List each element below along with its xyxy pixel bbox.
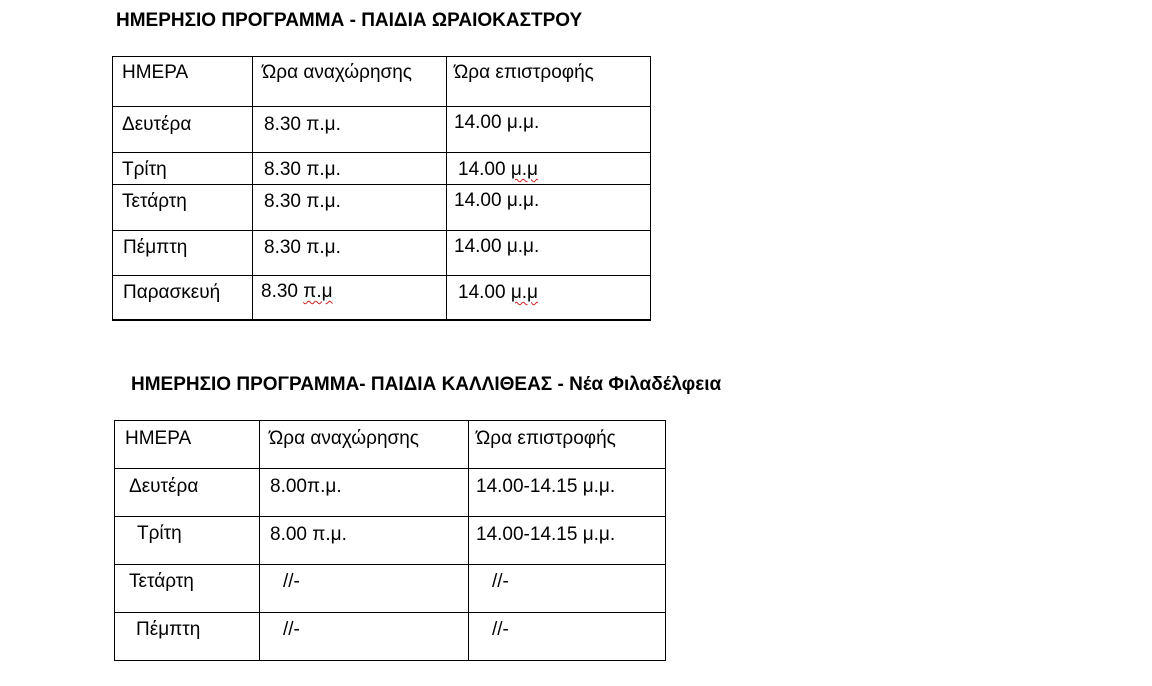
day-cell[interactable]: Τετάρτη [113, 185, 253, 231]
departure-cell[interactable]: 8.00π.μ. [260, 469, 469, 517]
return-cell[interactable]: 14.00-14.15 μ.μ. [469, 517, 666, 565]
table-row [113, 107, 651, 153]
departure-cell[interactable]: 8.00 π.μ. [260, 517, 469, 565]
day-cell[interactable]: Τρίτη [115, 517, 260, 565]
table-row [115, 565, 666, 613]
day-cell[interactable]: Πέμπτη [115, 613, 260, 661]
schedule-title-oraiokastro: ΗΜΕΡΗΣΙΟ ΠΡΟΓΡΑΜΜΑ - ΠΑΙΔΙΑ ΩΡΑΙΟΚΑΣΤΡΟΥ [116, 10, 583, 31]
return-cell[interactable]: 14.00 μ.μ [447, 276, 651, 321]
table-row [113, 231, 651, 276]
departure-cell[interactable]: //- [260, 613, 469, 661]
day-cell[interactable]: Δευτέρα [115, 469, 260, 517]
header-cell-day[interactable]: ΗΜΕΡΑ [115, 421, 260, 469]
return-cell[interactable]: 14.00-14.15 μ.μ. [469, 469, 666, 517]
departure-cell[interactable]: 8.30 π.μ. [253, 107, 447, 153]
return-cell[interactable]: //- [469, 613, 666, 661]
header-cell-departure[interactable]: Ώρα αναχώρησης [253, 57, 447, 107]
table-row [113, 153, 651, 185]
day-cell[interactable]: Παρασκευή [113, 276, 253, 321]
return-cell[interactable]: //- [469, 565, 666, 613]
header-cell-departure[interactable]: Ώρα αναχώρησης [260, 421, 469, 469]
day-cell[interactable]: Τετάρτη [115, 565, 260, 613]
table-row [115, 613, 666, 661]
table-row [113, 185, 651, 231]
departure-cell[interactable]: //- [260, 565, 469, 613]
schedule-table-kallithea [114, 420, 666, 661]
table-row [115, 517, 666, 565]
return-cell[interactable]: 14.00 μ.μ. [447, 185, 651, 231]
return-cell[interactable]: 14.00 μ.μ. [447, 107, 651, 153]
return-cell[interactable]: 14.00 μ.μ [447, 153, 651, 185]
header-cell-return[interactable]: Ώρα επιστροφής [447, 57, 651, 107]
departure-cell[interactable]: 8.30 π.μ. [253, 231, 447, 276]
schedule-table-oraiokastro [112, 56, 651, 321]
departure-cell[interactable]: 8.30 π.μ [253, 276, 447, 321]
table-header-row [115, 421, 666, 469]
departure-cell[interactable]: 8.30 π.μ. [253, 185, 447, 231]
day-cell[interactable]: Τρίτη [113, 153, 253, 185]
table-header-row [113, 57, 651, 107]
departure-cell[interactable]: 8.30 π.μ. [253, 153, 447, 185]
day-cell[interactable]: Δευτέρα [113, 107, 253, 153]
header-cell-day[interactable]: ΗΜΕΡΑ [113, 57, 253, 107]
day-cell[interactable]: Πέμπτη [113, 231, 253, 276]
table-row [113, 276, 651, 321]
table-row [115, 469, 666, 517]
header-cell-return[interactable]: Ώρα επιστροφής [469, 421, 666, 469]
return-cell[interactable]: 14.00 μ.μ. [447, 231, 651, 276]
schedule-title-kallithea: ΗΜΕΡΗΣΙΟ ΠΡΟΓΡΑΜΜΑ- ΠΑΙΔΙΑ ΚΑΛΛΙΘΕΑΣ - Νέα Φιλαδέλφεια [131, 374, 722, 395]
